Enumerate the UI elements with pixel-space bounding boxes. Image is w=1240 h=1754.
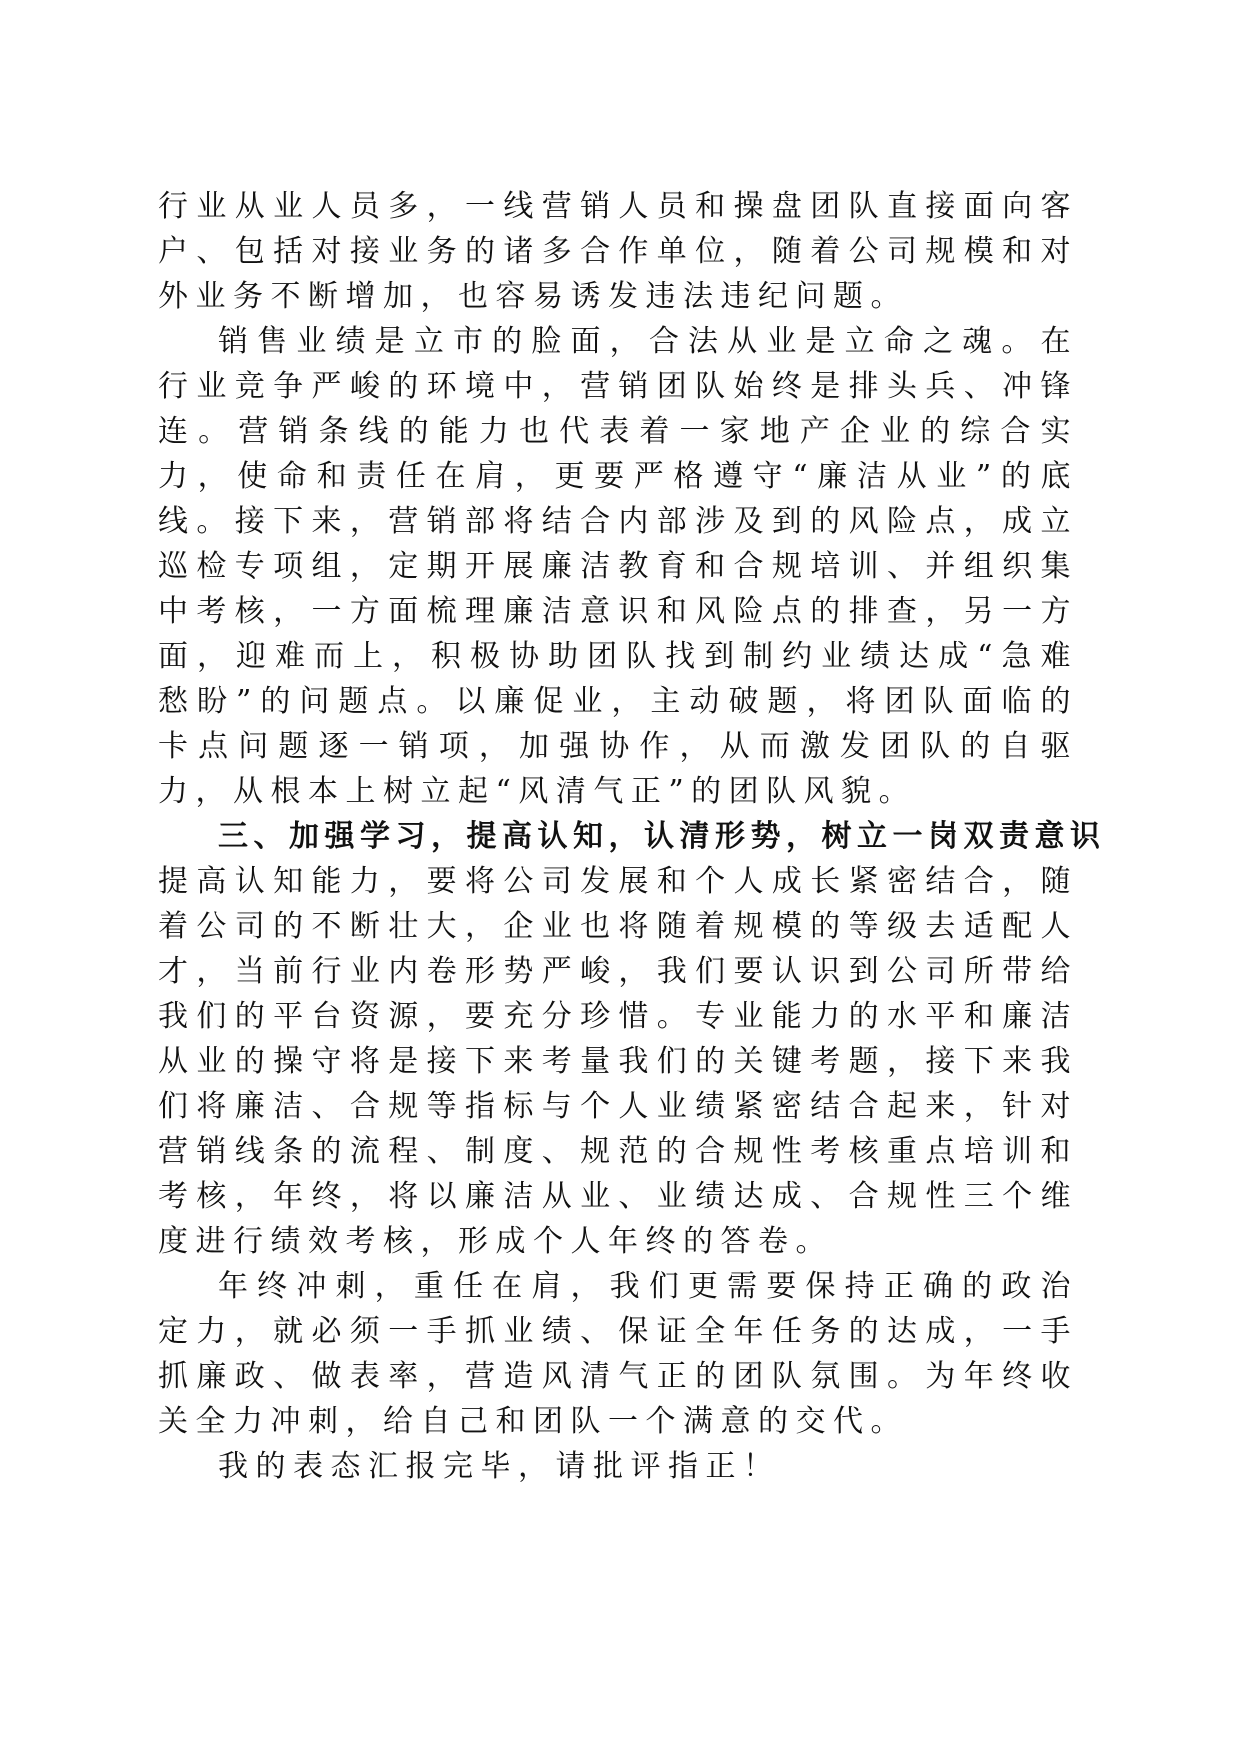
paragraph-year-end-sprint: 年终冲刺，重任在肩，我们更需要保持正确的政治定力，就必须一手抓业绩、保证全年任务的达成，一手抓廉政、做表率，营造风清气正的团队氛围。为年终收关全力冲刺，给自己和团队一个满意的交代。 [158, 1269, 1078, 1439]
paragraph-cognitive-ability: 提高认知能力，要将公司发展和个人成长紧密结合，随着公司的不断壮大，企业也将随着规模的等级去适配人才，当前行业内卷形势严峻，我们要认识到公司所带给我们的平台资源，要充分珍惜。专业能力的水平和廉洁从业的操守将是接下来考量我们的关键考题，接下来我们将廉洁、合规等指标与个人业绩紧密结合起来，针对营销线条的流程、制度、规范的合规性考核重点培训和考核，年终，将以廉洁从业、业绩达成、合规性三个维度进行绩效考核，形成个人年终的答卷。 [158, 864, 1078, 1259]
paragraph-continued: 行业从业人员多，一线营销人员和操盘团队直接面向客户、包括对接业务的诸多合作单位，随着公司规模和对外业务不断增加，也容易诱发违法违纪问题。 [158, 189, 1078, 314]
document-body [158, 184, 1106, 1489]
section-heading-three: 三、加强学习，提高认知，认清形势，树立一岗双责意识 [218, 819, 1106, 854]
paragraph-closing: 我的表态汇报完毕，请批评指正！ [218, 1449, 781, 1484]
paragraph-sales-performance: 销售业绩是立市的脸面，合法从业是立命之魂。在行业竞争严峻的环境中，营销团队始终是排头兵、冲锋连。营销条线的能力也代表着一家地产企业的综合实力，使命和责任在肩，更要严格遵守“廉洁从业”的底线。接下来，营销部将结合内部涉及到的风险点，成立巡检专项组，定期开展廉洁教育和合规培训、并组织集中考核，一方面梳理廉洁意识和风险点的排查，另一方面，迎难而上，积极协助团队找到制约业绩达成“急难愁盼”的问题点。以廉促业，主动破题，将团队面临的卡点问题逐一销项，加强协作，从而激发团队的自驱力，从根本上树立起“风清气正”的团队风貌。 [158, 324, 1078, 809]
